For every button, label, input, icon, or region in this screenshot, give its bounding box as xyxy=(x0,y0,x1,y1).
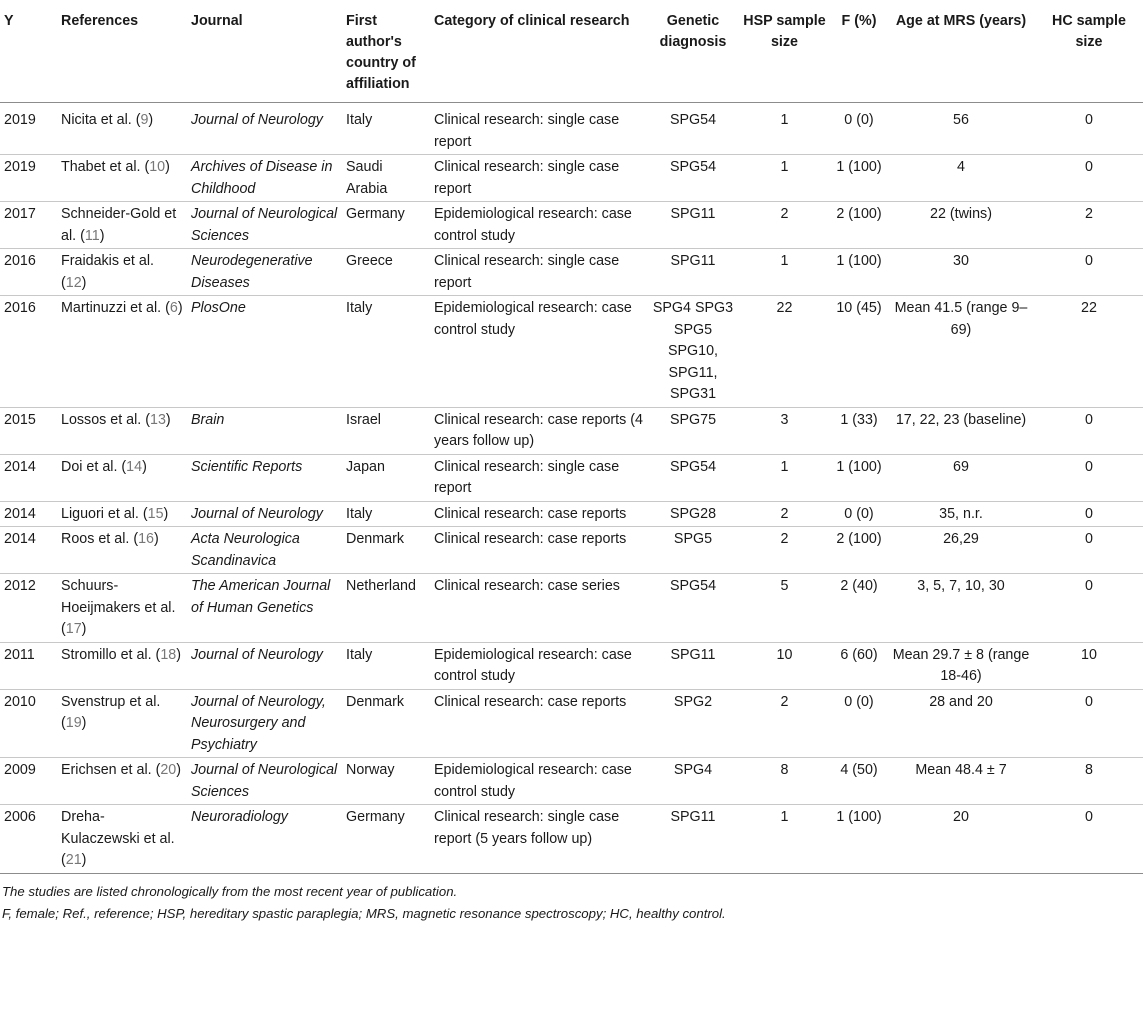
citation-link[interactable]: 6 xyxy=(169,300,178,316)
citation-link[interactable]: 19 xyxy=(65,715,82,731)
hsp-sample-size-cell: 2 xyxy=(738,501,831,527)
country-cell: Netherland xyxy=(342,574,430,643)
year-cell: 2014 xyxy=(0,501,57,527)
table-row xyxy=(0,574,1143,643)
footnote-order: The studies are listed chronologically from the most recent year of publication. xyxy=(2,883,458,899)
reference-author: Thabet et al. ( xyxy=(61,159,150,175)
category-cell: Clinical research: case reports xyxy=(430,527,648,574)
year-cell: 2010 xyxy=(0,689,57,758)
reference-cell xyxy=(57,155,187,202)
year-cell: 2006 xyxy=(0,805,57,874)
country-cell: Greece xyxy=(342,249,430,296)
header-references: References xyxy=(57,2,187,103)
header-hc-sample-size: HC sample size xyxy=(1035,2,1143,103)
age-at-mrs-cell: 4 xyxy=(887,155,1035,202)
reference-cell xyxy=(57,103,187,155)
genetic-diagnosis-cell: SPG11 xyxy=(648,805,738,874)
genetic-diagnosis-cell: SPG5 xyxy=(648,527,738,574)
hsp-sample-size-cell: 2 xyxy=(738,527,831,574)
table-row xyxy=(0,642,1143,689)
footnote-abbreviations: F, female; Ref., reference; HSP, hereditary spastic paraplegia; MRS, magnetic resonance spectroscopy; HC, healthy control. xyxy=(2,905,726,921)
citation-link[interactable]: 10 xyxy=(149,159,166,175)
journal-cell: Neuroradiology xyxy=(187,805,342,874)
genetic-diagnosis-cell: SPG54 xyxy=(648,454,738,501)
female-percent-cell: 1 (100) xyxy=(831,454,887,501)
category-cell: Clinical research: case series xyxy=(430,574,648,643)
hc-sample-size-cell: 0 xyxy=(1035,501,1143,527)
journal-cell: Scientific Reports xyxy=(187,454,342,501)
age-at-mrs-cell: 26,29 xyxy=(887,527,1035,574)
female-percent-cell: 1 (100) xyxy=(831,805,887,874)
age-at-mrs-cell: Mean 41.5 (range 9–69) xyxy=(887,296,1035,408)
table-row xyxy=(0,103,1143,155)
female-percent-cell: 4 (50) xyxy=(831,758,887,805)
genetic-diagnosis-cell: SPG4 SPG3 SPG5 SPG10, SPG11, SPG31 xyxy=(648,296,738,408)
female-percent-cell: 10 (45) xyxy=(831,296,887,408)
journal-cell: Neurodegenerative Diseases xyxy=(187,249,342,296)
journal-cell: Journal of Neurological Sciences xyxy=(187,202,342,249)
year-cell: 2012 xyxy=(0,574,57,643)
country-cell: Italy xyxy=(342,501,430,527)
hsp-sample-size-cell: 2 xyxy=(738,202,831,249)
category-cell: Clinical research: case reports xyxy=(430,501,648,527)
hsp-sample-size-cell: 1 xyxy=(738,805,831,874)
journal-cell: Brain xyxy=(187,407,342,454)
reference-cell xyxy=(57,574,187,643)
hsp-sample-size-cell: 1 xyxy=(738,155,831,202)
reference-author: Svenstrup et al. ( xyxy=(61,693,161,731)
country-cell: Germany xyxy=(342,805,430,874)
reference-close: ) xyxy=(148,112,154,128)
header-age-at-mrs: Age at MRS (years) xyxy=(887,2,1035,103)
citation-link[interactable]: 16 xyxy=(138,531,154,547)
table-body xyxy=(0,103,1143,874)
reference-cell xyxy=(57,527,187,574)
female-percent-cell: 2 (100) xyxy=(831,527,887,574)
reference-close: ) xyxy=(142,458,147,475)
reference-author: Doi et al. ( xyxy=(61,458,127,475)
country-cell: Israel xyxy=(342,407,430,454)
country-cell: Germany xyxy=(342,202,430,249)
table-row xyxy=(0,758,1143,805)
reference-close: ) xyxy=(176,762,181,778)
category-cell: Clinical research: single case report (5 years follow up) xyxy=(430,805,648,874)
journal-cell: PlosOne xyxy=(187,296,342,408)
reference-cell xyxy=(57,642,187,689)
citation-link[interactable]: 17 xyxy=(65,621,82,637)
age-at-mrs-cell: 20 xyxy=(887,805,1035,874)
reference-cell xyxy=(57,805,187,874)
country-cell: Denmark xyxy=(342,689,430,758)
reference-cell xyxy=(57,407,187,454)
age-at-mrs-cell: 28 and 20 xyxy=(887,689,1035,758)
hsp-sample-size-cell: 3 xyxy=(738,407,831,454)
hc-sample-size-cell: 2 xyxy=(1035,202,1143,249)
year-cell: 2019 xyxy=(0,103,57,155)
citation-link[interactable]: 11 xyxy=(84,227,100,244)
female-percent-cell: 0 (0) xyxy=(831,103,887,155)
journal-cell: The American Journal of Human Genetics xyxy=(187,574,342,643)
header-genetic-diagnosis: Genetic diagnosis xyxy=(648,2,738,103)
reference-cell xyxy=(57,202,187,249)
table-row xyxy=(0,689,1143,758)
reference-close: ) xyxy=(165,159,170,175)
reference-close: ) xyxy=(165,411,171,428)
category-cell: Clinical research: single case report xyxy=(430,249,648,296)
hc-sample-size-cell: 0 xyxy=(1035,249,1143,296)
reference-close: ) xyxy=(81,715,87,731)
table-figure xyxy=(0,2,1143,925)
hc-sample-size-cell: 0 xyxy=(1035,689,1143,758)
citation-link[interactable]: 13 xyxy=(150,411,166,428)
age-at-mrs-cell: 3, 5, 7, 10, 30 xyxy=(887,574,1035,643)
year-cell: 2015 xyxy=(0,407,57,454)
reference-author: Erichsen et al. ( xyxy=(61,762,161,778)
header-hsp-sample-size: HSP sample size xyxy=(738,2,831,103)
age-at-mrs-cell: 22 (twins) xyxy=(887,202,1035,249)
category-cell: Clinical research: single case report xyxy=(430,454,648,501)
reference-close: ) xyxy=(177,300,183,316)
year-cell: 2009 xyxy=(0,758,57,805)
genetic-diagnosis-cell: SPG54 xyxy=(648,155,738,202)
reference-cell xyxy=(57,501,187,527)
female-percent-cell: 1 (100) xyxy=(831,155,887,202)
country-cell: Norway xyxy=(342,758,430,805)
reference-cell xyxy=(57,689,187,758)
genetic-diagnosis-cell: SPG11 xyxy=(648,642,738,689)
journal-cell: Journal of Neurology xyxy=(187,103,342,155)
table-row xyxy=(0,501,1143,527)
citation-link[interactable]: 21 xyxy=(65,852,82,868)
reference-author: Fraidakis et al. ( xyxy=(61,253,154,291)
age-at-mrs-cell: 56 xyxy=(887,103,1035,155)
genetic-diagnosis-cell: SPG54 xyxy=(648,574,738,643)
journal-cell: Acta Neurologica Scandinavica xyxy=(187,527,342,574)
journal-cell: Journal of Neurological Sciences xyxy=(187,758,342,805)
category-cell: Clinical research: case reports xyxy=(430,689,648,758)
female-percent-cell: 2 (100) xyxy=(831,202,887,249)
journal-cell: Journal of Neurology, Neurosurgery and Psychiatry xyxy=(187,689,342,758)
year-cell: 2016 xyxy=(0,249,57,296)
hc-sample-size-cell: 0 xyxy=(1035,805,1143,874)
hsp-sample-size-cell: 22 xyxy=(738,296,831,408)
genetic-diagnosis-cell: SPG54 xyxy=(648,103,738,155)
reference-author: Liguori et al. ( xyxy=(61,505,148,522)
table-row xyxy=(0,155,1143,202)
hc-sample-size-cell: 8 xyxy=(1035,758,1143,805)
year-cell: 2019 xyxy=(0,155,57,202)
reference-close: ) xyxy=(81,621,87,637)
category-cell: Epidemiological research: case control study xyxy=(430,296,648,408)
category-cell: Clinical research: single case report xyxy=(430,155,648,202)
header-row xyxy=(0,2,1143,103)
reference-author: Stromillo et al. ( xyxy=(61,646,161,663)
hc-sample-size-cell: 22 xyxy=(1035,296,1143,408)
citation-link[interactable]: 9 xyxy=(140,112,149,128)
reference-close: ) xyxy=(81,274,87,291)
genetic-diagnosis-cell: SPG11 xyxy=(648,202,738,249)
category-cell: Clinical research: case reports (4 years follow up) xyxy=(430,407,648,454)
table-row xyxy=(0,805,1143,874)
citation-link[interactable]: 12 xyxy=(65,274,82,291)
hc-sample-size-cell: 10 xyxy=(1035,642,1143,689)
reference-author: Schneider-Gold et al. ( xyxy=(61,206,177,244)
header-journal: Journal xyxy=(187,2,342,103)
journal-cell: Archives of Disease in Childhood xyxy=(187,155,342,202)
genetic-diagnosis-cell: SPG4 xyxy=(648,758,738,805)
year-cell: 2017 xyxy=(0,202,57,249)
country-cell: Japan xyxy=(342,454,430,501)
table-header xyxy=(0,2,1143,103)
age-at-mrs-cell: 35, n.r. xyxy=(887,501,1035,527)
table-row xyxy=(0,407,1143,454)
country-cell: Italy xyxy=(342,103,430,155)
country-cell: Denmark xyxy=(342,527,430,574)
country-cell: Italy xyxy=(342,296,430,408)
header-year: Y xyxy=(0,2,57,103)
header-female-percent: F (%) xyxy=(831,2,887,103)
hc-sample-size-cell: 0 xyxy=(1035,155,1143,202)
year-cell: 2014 xyxy=(0,527,57,574)
year-cell: 2016 xyxy=(0,296,57,408)
hsp-sample-size-cell: 5 xyxy=(738,574,831,643)
reference-author: Lossos et al. ( xyxy=(61,411,150,428)
female-percent-cell: 1 (100) xyxy=(831,249,887,296)
table-row xyxy=(0,202,1143,249)
journal-cell: Journal of Neurology xyxy=(187,501,342,527)
category-cell: Clinical research: single case report xyxy=(430,103,648,155)
hc-sample-size-cell: 0 xyxy=(1035,454,1143,501)
reference-close: ) xyxy=(163,505,169,522)
table-row xyxy=(0,296,1143,408)
year-cell: 2014 xyxy=(0,454,57,501)
reference-cell xyxy=(57,249,187,296)
reference-cell xyxy=(57,454,187,501)
age-at-mrs-cell: Mean 29.7 ± 8 (range 18-46) xyxy=(887,642,1035,689)
header-category: Category of clinical research xyxy=(430,2,648,103)
genetic-diagnosis-cell: SPG28 xyxy=(648,501,738,527)
reference-cell xyxy=(57,758,187,805)
age-at-mrs-cell: 30 xyxy=(887,249,1035,296)
reference-close: ) xyxy=(81,852,87,868)
female-percent-cell: 0 (0) xyxy=(831,501,887,527)
reference-close: ) xyxy=(99,227,105,244)
country-cell: Saudi Arabia xyxy=(342,155,430,202)
table-row xyxy=(0,249,1143,296)
reference-author: Nicita et al. ( xyxy=(61,112,141,128)
hsp-sample-size-cell: 1 xyxy=(738,454,831,501)
hc-sample-size-cell: 0 xyxy=(1035,407,1143,454)
age-at-mrs-cell: 69 xyxy=(887,454,1035,501)
hc-sample-size-cell: 0 xyxy=(1035,103,1143,155)
table-row xyxy=(0,527,1143,574)
year-cell: 2011 xyxy=(0,642,57,689)
citation-link[interactable]: 20 xyxy=(160,762,177,778)
female-percent-cell: 6 (60) xyxy=(831,642,887,689)
table-footnotes xyxy=(0,881,1143,925)
reference-author: Roos et al. ( xyxy=(61,531,139,547)
reference-author: Dreha-Kulaczewski et al. ( xyxy=(61,809,175,868)
category-cell: Epidemiological research: case control study xyxy=(430,758,648,805)
journal-cell: Journal of Neurology xyxy=(187,642,342,689)
hc-sample-size-cell: 0 xyxy=(1035,527,1143,574)
female-percent-cell: 0 (0) xyxy=(831,689,887,758)
hsp-sample-size-cell: 1 xyxy=(738,249,831,296)
hsp-sample-size-cell: 2 xyxy=(738,689,831,758)
hc-sample-size-cell: 0 xyxy=(1035,574,1143,643)
reference-close: ) xyxy=(153,531,159,547)
genetic-diagnosis-cell: SPG2 xyxy=(648,689,738,758)
female-percent-cell: 1 (33) xyxy=(831,407,887,454)
citation-link[interactable]: 14 xyxy=(126,458,143,475)
hsp-sample-size-cell: 10 xyxy=(738,642,831,689)
genetic-diagnosis-cell: SPG75 xyxy=(648,407,738,454)
hsp-sample-size-cell: 1 xyxy=(738,103,831,155)
hsp-sample-size-cell: 8 xyxy=(738,758,831,805)
age-at-mrs-cell: Mean 48.4 ± 7 xyxy=(887,758,1035,805)
reference-close: ) xyxy=(176,646,181,663)
reference-author: Martinuzzi et al. ( xyxy=(61,300,170,316)
studies-table xyxy=(0,2,1143,874)
table-row xyxy=(0,454,1143,501)
age-at-mrs-cell: 17, 22, 23 (baseline) xyxy=(887,407,1035,454)
country-cell: Italy xyxy=(342,642,430,689)
category-cell: Epidemiological research: case control study xyxy=(430,202,648,249)
reference-cell xyxy=(57,296,187,408)
citation-link[interactable]: 15 xyxy=(147,505,164,522)
citation-link[interactable]: 18 xyxy=(160,646,177,663)
female-percent-cell: 2 (40) xyxy=(831,574,887,643)
category-cell: Epidemiological research: case control study xyxy=(430,642,648,689)
header-country: First author's country of affiliation xyxy=(342,2,430,103)
reference-author: Schuurs-Hoeijmakers et al. ( xyxy=(61,578,176,637)
genetic-diagnosis-cell: SPG11 xyxy=(648,249,738,296)
